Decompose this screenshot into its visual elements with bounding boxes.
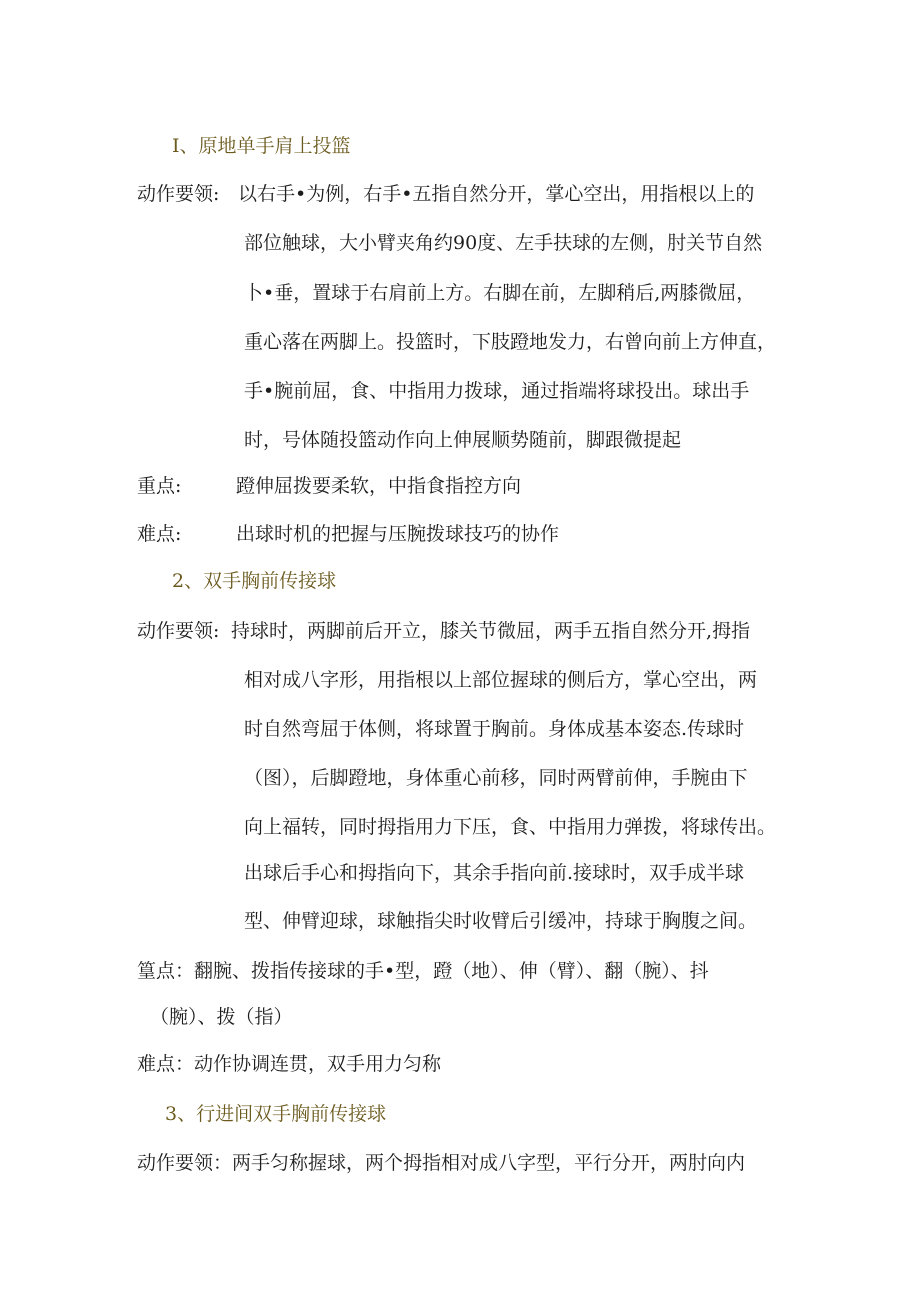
essentials-line-1-5: 手•腕前屈，食、中指用力拨球，通过指端将球投出。球出手: [244, 380, 750, 402]
essentials-line-1-1: 以右手•为例，右手•五指自然分开，掌心空出，用指根以上的: [238, 183, 755, 205]
essentials-line-2-4: （图），后脚蹬地，身体重心前移，同时两臂前伸，手腕由下: [244, 767, 748, 789]
essentials-label-2: 动作要领:: [137, 620, 220, 642]
section-heading-1: I、原地单手肩上投篮: [172, 135, 351, 157]
essentials-line-1-3: 卜•垂，置球于右肩前上方。右脚在前，左脚稍后,两膝微屈，: [244, 282, 756, 304]
essentials-line-1-4: 重心落在两脚上。投篮时，下肢蹬地发力，右曾向前上方伸直，: [244, 331, 777, 353]
essentials-line-2-1: 持球时，两脚前后开立，膝关节微屈，两手五指自然分开,拇指: [231, 620, 751, 642]
essentials-label-1: 动作要领:: [137, 183, 220, 205]
difficulty-line-2: 难点：动作协调连贯，双手用力匀称: [137, 1053, 442, 1075]
key-point-line-2-1: 篁点：翻腕、拨指传接球的手•型，蹬（地）、伸（臂）、翻（腕）、抖: [137, 960, 709, 982]
essentials-line-2-2: 相对成八字形，用指根以上部位握球的侧后方，掌心空出，两: [244, 669, 758, 691]
essentials-line-1-2: 部位触球，大小臂夹角约90度、左手扶球的左侧，肘关节自然: [244, 232, 763, 254]
section-heading-2: 2、双手胸前传接球: [172, 570, 337, 592]
difficulty-label-1: 难点:: [137, 523, 182, 545]
essentials-line-3-1: 动作要领：两手匀称握球，两个拇指相对成八字型，平行分开，两肘向内: [137, 1152, 746, 1174]
essentials-line-2-7: 型、伸臂迎球，球触指尖时收臂后引缓冲，持球于胸腹之间。: [244, 910, 758, 932]
essentials-line-2-6: 出球后手心和拇指向下，其余手指向前.接球时，双手成半球: [244, 862, 745, 884]
essentials-line-2-3: 时自然弯屈于体侧，将球置于胸前。身体成基本姿态.传球时: [244, 718, 745, 740]
difficulty-text-1: 出球时机的把握与压腕拨球技巧的协作: [236, 523, 560, 545]
essentials-line-1-6: 时，号体随投篮动作向上伸展顺势随前，脚跟微提起: [244, 429, 682, 451]
key-point-text-1: 蹬伸屈拨要柔软，中指食指控方向: [236, 475, 522, 497]
section-heading-3: 3、行进间双手胸前传接球: [165, 1103, 387, 1125]
key-point-label-1: 重点:: [137, 475, 182, 497]
key-point-line-2-2: （腕）、拨（指）: [150, 1006, 293, 1028]
essentials-line-2-5: 向上福转，同时拇指用力下压，食、中指用力弹拨，将球传出。: [244, 816, 777, 838]
